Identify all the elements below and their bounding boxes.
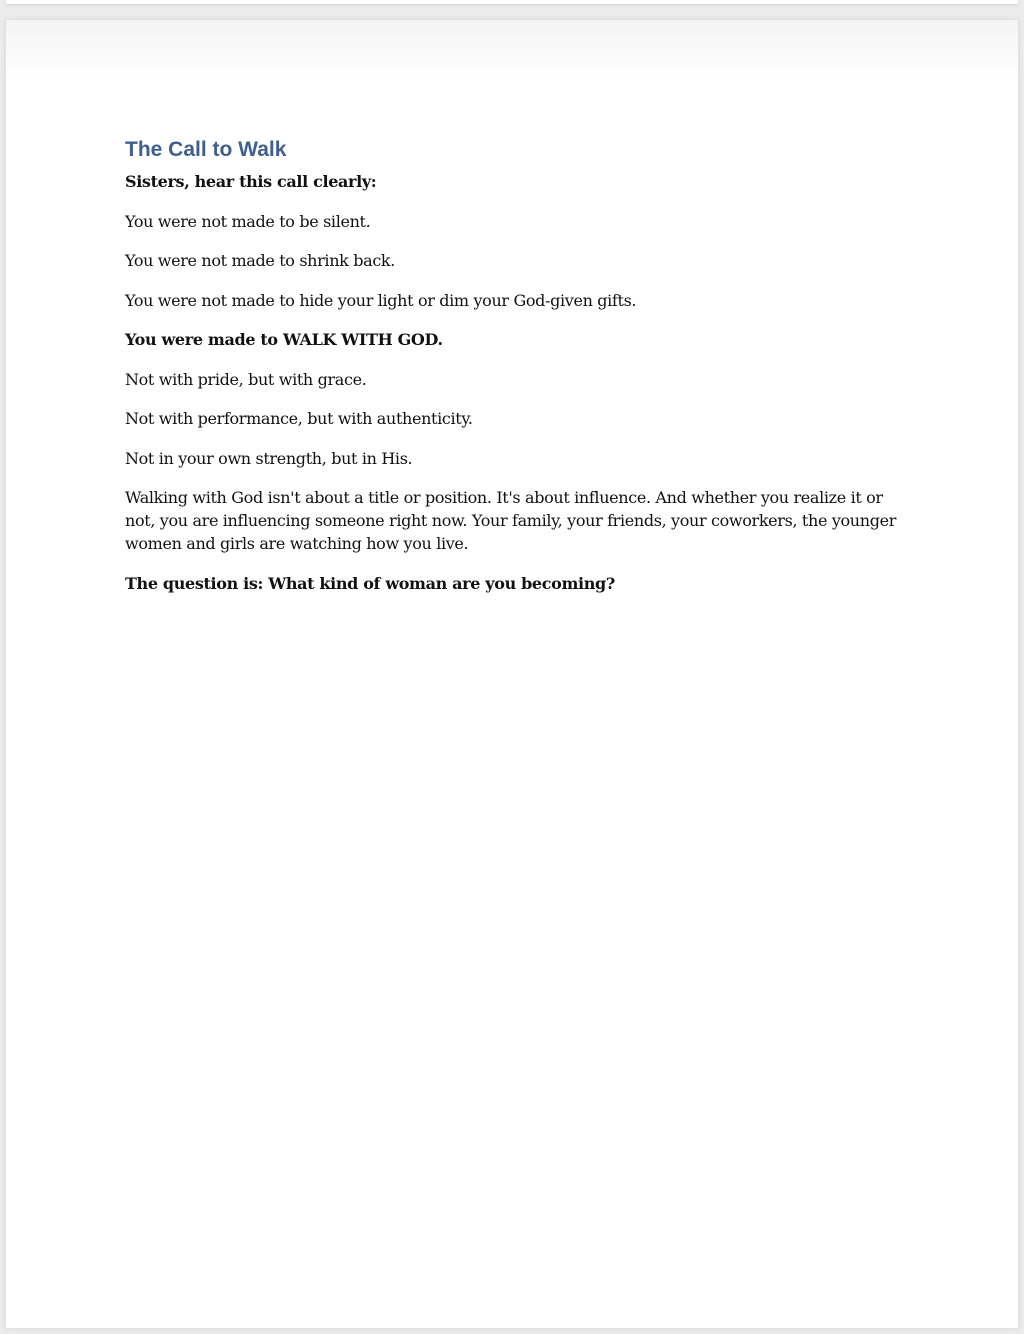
paragraph-2: You were not made to be silent. [125, 211, 371, 231]
paragraph-8: Not in your own strength, but in His. [125, 448, 413, 468]
paragraph-10: The question is: What kind of woman are you becoming? [125, 573, 615, 593]
paragraph-1: Sisters, hear this call clearly: [125, 172, 377, 191]
paragraph-7: Not with performance, but with authenticity. [125, 409, 473, 428]
paragraph-9: Walking with God isn't about a title or position. It's about influence. And whether you realize it or not, you are influencing someone right now. Your family, your friends, your coworkers, the younger women and girls are watching how you live. [125, 488, 897, 553]
paragraph-3: You were not made to shrink back. [125, 251, 396, 270]
paragraph-5: You were made to WALK WITH GOD. [125, 330, 443, 349]
page-content [125, 136, 915, 611]
previous-page-edge [6, 0, 1018, 4]
paragraph-4: You were not made to hide your light or dim your God-given gifts. [125, 290, 637, 310]
section-heading: The Call to Walk [125, 138, 287, 161]
document-page [6, 20, 1018, 1328]
paragraph-6: Not with pride, but with grace. [125, 369, 367, 389]
page-top-shade [6, 20, 1018, 80]
